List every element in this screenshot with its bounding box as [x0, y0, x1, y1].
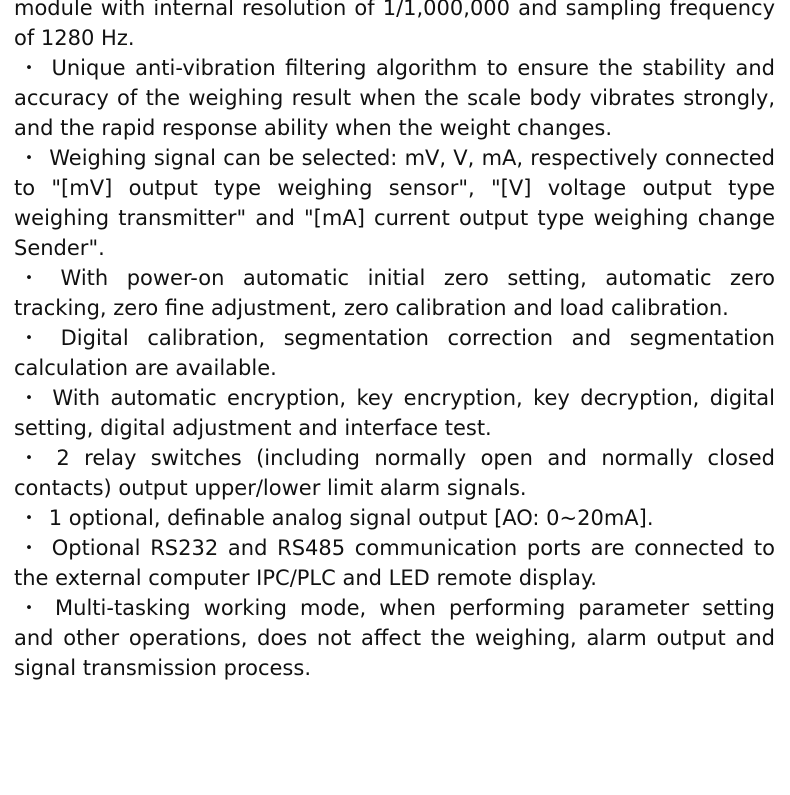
bullet-marker: ・ — [18, 56, 40, 80]
bullet-multitasking — [14, 593, 775, 683]
bullet-text: Weighing signal can be selected: mV, V, mA, respectively connected to "[mV] output type weighing sensor", "[V] voltage output type weighing transmitter" and "[mA] current output type weighing change Sender". — [14, 146, 775, 260]
bullet-text: 2 relay switches (including normally open and normally closed contacts) output upper/lower limit alarm signals. — [14, 446, 775, 500]
bullet-zero-setting — [14, 263, 775, 323]
bullet-text: Optional RS232 and RS485 communication ports are connected to the external computer IPC/PLC and LED remote display. — [14, 536, 775, 590]
bullet-digital-calibration — [14, 323, 775, 383]
bullet-marker: ・ — [18, 326, 40, 350]
bullet-marker: ・ — [18, 146, 40, 170]
bullet-text: Unique anti-vibration filtering algorithm to ensure the stability and accuracy of the weighing result when the scale body vibrates strongly, and the rapid response ability when the weight changes. — [14, 56, 775, 140]
paragraph-intro — [14, 0, 775, 53]
bullet-text: With automatic encryption, key encryption, key decryption, digital setting, digital adjustment and interface test. — [14, 386, 775, 440]
bullet-analog-output — [14, 503, 775, 533]
bullet-marker: ・ — [18, 446, 40, 470]
bullet-marker: ・ — [18, 386, 40, 410]
bullet-text: 1 optional, definable analog signal output [AO: 0~20mA]. — [48, 506, 654, 530]
bullet-relay — [14, 443, 775, 503]
bullet-text: With power-on automatic initial zero setting, automatic zero tracking, zero fine adjustment, zero calibration and load calibration. — [14, 266, 775, 320]
paragraph-text: module with internal resolution of 1/1,000,000 and sampling frequency of 1280 Hz. — [14, 0, 775, 50]
bullet-communication — [14, 533, 775, 593]
bullet-signal-selection — [14, 143, 775, 263]
bullet-text: Multi-tasking working mode, when performing parameter setting and other operations, does not affect the weighing, alarm output and signal transmission process. — [14, 596, 775, 680]
bullet-encryption — [14, 383, 775, 443]
bullet-marker: ・ — [18, 536, 40, 560]
bullet-anti-vibration — [14, 53, 775, 143]
bullet-marker: ・ — [18, 596, 40, 620]
bullet-marker: ・ — [18, 266, 40, 290]
bullet-text: Digital calibration, segmentation correction and segmentation calculation are available. — [14, 326, 775, 380]
bullet-marker: ・ — [18, 506, 40, 530]
